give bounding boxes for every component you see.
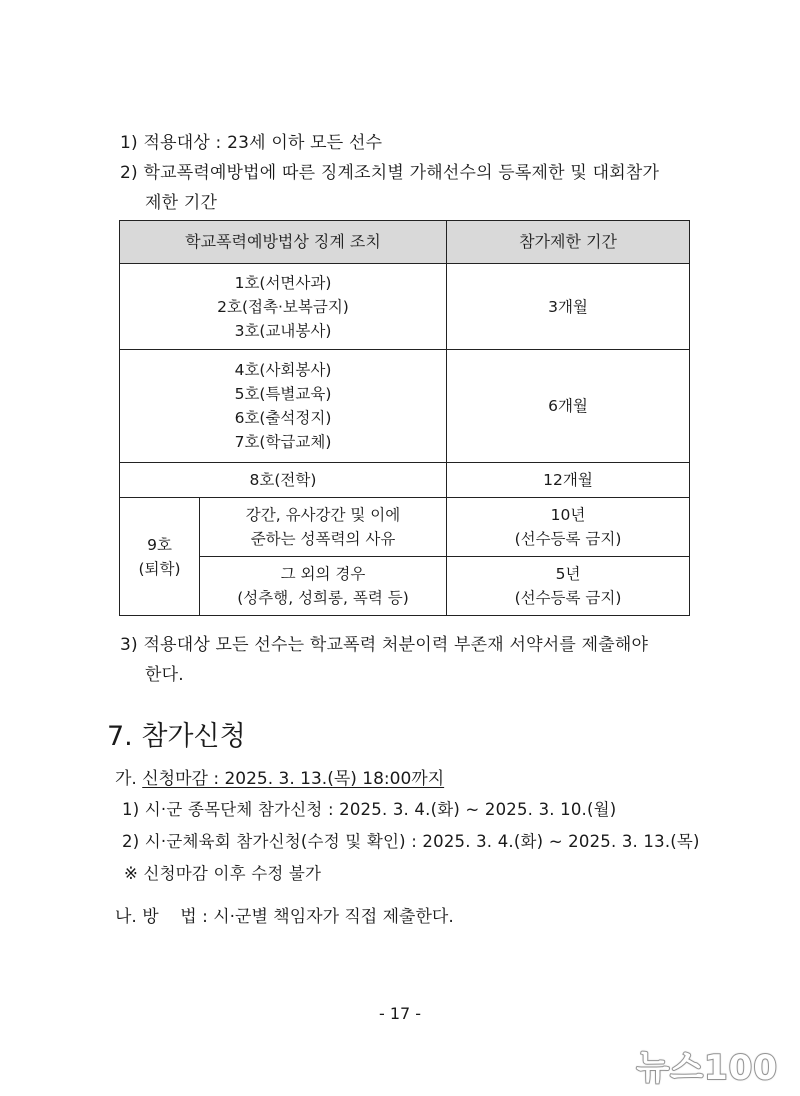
period-cell-2: 6개월 <box>447 350 690 463</box>
item-3-line-2: 한다. <box>145 665 184 685</box>
deadline-text: 신청마감 : 2025. 3. 13.(목) 18:00까지 <box>142 769 445 789</box>
reason-line: 강간, 유사강간 및 이에 <box>245 506 401 524</box>
expulsion-reason-1 <box>200 498 447 557</box>
measure-item: 7호(학급교체) <box>234 433 332 451</box>
method-line: 나. 방 법 : 시·군별 책임자가 직접 제출한다. <box>115 907 454 927</box>
expulsion-label-sub: (퇴학) <box>138 559 181 578</box>
period-cell-1: 3개월 <box>447 264 690 350</box>
expulsion-label-cell <box>120 498 200 616</box>
sanction-table <box>119 220 690 616</box>
deadline-line <box>115 764 444 789</box>
measure-item: 1호(서면사과) <box>234 273 332 292</box>
measure-item: 2호(접촉·보복금지) <box>217 297 349 316</box>
measure-cell-3: 8호(전학) <box>120 463 447 498</box>
section-title: 7. 참가신청 <box>107 721 246 752</box>
item-2-line-1: 2) 학교폭력예방법에 따른 징계조치별 가해선수의 등록제한 및 대회참가 <box>120 163 660 183</box>
deadline-prefix: 가. <box>115 769 143 789</box>
measure-item: 6호(출석정지) <box>234 409 332 427</box>
watermark-logo: 뉴스100 <box>636 1048 778 1088</box>
expulsion-label: 9호 <box>147 535 172 554</box>
expulsion-period-1 <box>447 498 690 557</box>
expulsion-period-2 <box>447 557 690 616</box>
period-line: 5년 <box>555 565 581 583</box>
header-period: 참가제한 기간 <box>447 221 690 264</box>
expulsion-reason-2 <box>200 557 447 616</box>
period-line: (선수등록 금지) <box>514 589 622 607</box>
page-number: - 17 - <box>378 1004 422 1023</box>
deadline-item-1: 1) 시·군 종목단체 참가신청 : 2025. 3. 4.(화) ~ 2025. 3. 10.(월) <box>122 800 617 819</box>
header-measure: 학교폭력예방법상 징계 조치 <box>120 221 447 264</box>
deadline-note: ※ 신청마감 이후 수정 불가 <box>124 864 322 883</box>
reason-line: 준하는 성폭력의 사유 <box>250 530 396 548</box>
period-cell-3: 12개월 <box>447 463 690 498</box>
reason-line: (성추행, 성희롱, 폭력 등) <box>237 589 409 607</box>
item-3-line-1: 3) 적용대상 모든 선수는 학교폭력 처분이력 부존재 서약서를 제출해야 <box>120 635 649 655</box>
deadline-item-2: 2) 시·군체육회 참가신청(수정 및 확인) : 2025. 3. 4.(화) ~ 2025. 3. 13.(목) <box>122 832 700 851</box>
measure-cell-1 <box>120 264 447 350</box>
measure-cell-2 <box>120 350 447 463</box>
measure-item: 3호(교내봉사) <box>234 321 332 340</box>
period-line: (선수등록 금지) <box>514 530 622 548</box>
item-1: 1) 적용대상 : 23세 이하 모든 선수 <box>120 133 383 153</box>
period-line: 10년 <box>550 506 586 524</box>
reason-line: 그 외의 경우 <box>280 565 366 583</box>
item-2-line-2: 제한 기간 <box>145 193 218 213</box>
measure-item: 4호(사회봉사) <box>234 361 332 379</box>
measure-item: 5호(특별교육) <box>234 385 332 403</box>
